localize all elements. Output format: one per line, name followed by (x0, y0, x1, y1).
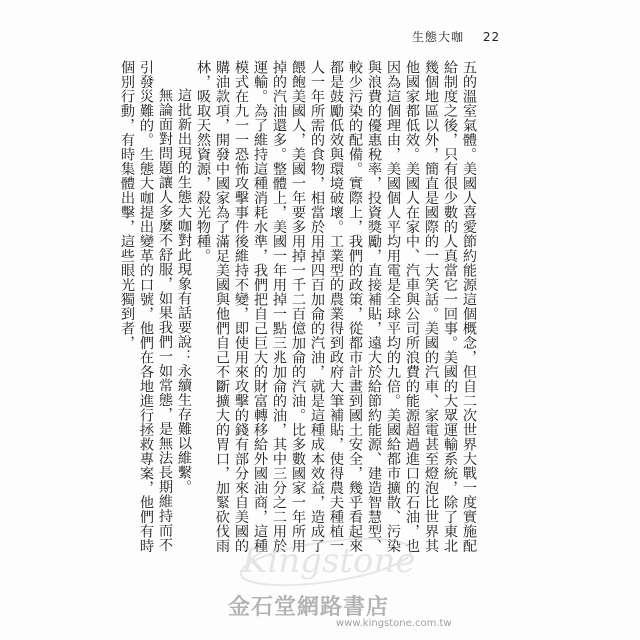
svg-text:Kingstone: Kingstone (242, 541, 416, 581)
paragraph-3: 無論面對問題讓人多麼不舒服，如果我們一如常態，是無法長期維持而不引發災難的。生態大咖提出變革的口號，他們在各地進行拯救專案，他們有時個別行動，有時集體出擊，這些眼光獨到者， (119, 60, 173, 553)
running-header (412, 28, 500, 45)
page-number: 22 (482, 30, 501, 44)
vertical-body-text (119, 60, 478, 560)
kingstone-watermark-logo (228, 528, 418, 592)
kingstone-watermark-url: www.kingstone.com.tw (336, 618, 452, 629)
kingstone-watermark-name: 金石堂網路書店 (228, 594, 390, 620)
paragraph-2: 這批新出現的生態大咖對此現象有話要說：永續生存難以維繫。 (176, 88, 192, 495)
paragraph-1: 五的溫室氣體。美國人喜愛節約能源這個概念，但自二次世界大戰一度實施配給制度之後，只有很少數的人真當它一回事。美國的大眾運輸系統，除了東北幾個地區以外，簡直是國際的一大笑話。美國的汽車、家電甚至燈泡比世界其他國家都低效。美國人在家中、汽車與公司所浪費的能源超過進口的石油，也因為這個理由，美國個人平均用電是全球平均的九倍。美國給都市擴散、污染與浪費的優惠稅率，投資獎勵，直接補貼，遠大於給節約能源、建造智慧型、較少污染的配備。實際上，我們的政策，從都市計畫到國土安全，幾乎看起來都是鼓勵低效與環境破壞。工業型的農業得到政府大筆補貼，使得農夫種植一人一年所需的食物，相當於用掉四百加侖的汽油，就是這種成本效益，造成了餵飽美國人，美國一年要多用掉一千二百億加侖的汽油。比多數國家一年所用掉的汽油還多。整體上，美國一年用掉一點三兆加侖的油，其中三分之二用於運輸。為了維持這種消耗水準，我們把自己巨大的財富轉移給外國油商，這種模式在九一一恐怖攻擊事件後維持不變，即使用來攻擊的錢有部分來自美國的購油款項，開發中國家為了滿足美國與他們自己不斷擴大的胃口，加緊砍伐雨林，吸取天然資源，殺光物種。 (195, 60, 477, 553)
running-title: 生態大咖 (412, 30, 465, 44)
